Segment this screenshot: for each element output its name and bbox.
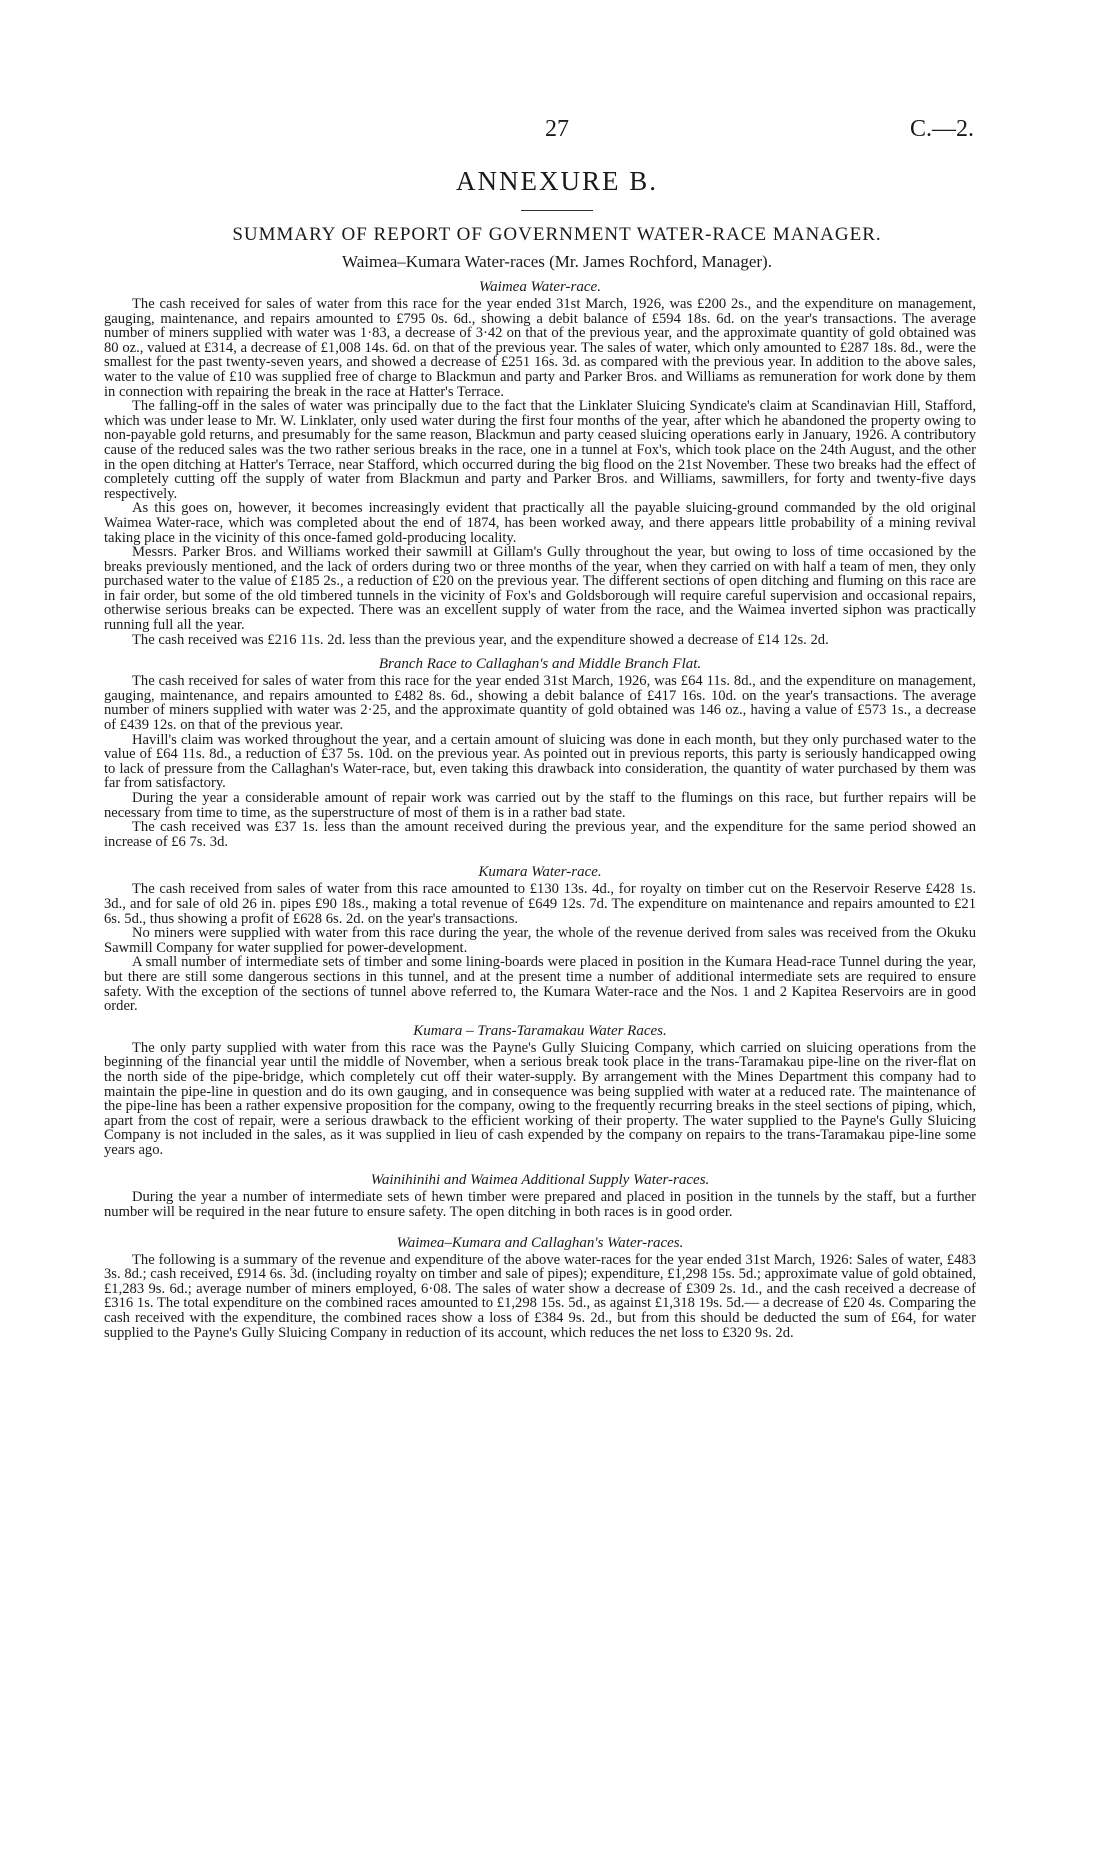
paragraph: The cash received was £37 1s. less than the amount received during the previous year, and the expenditure for the same period showed an increase of £6 7s. 3d.: [104, 819, 976, 850]
paragraph: The only party supplied with water from this race was the Payne's Gully Sluicing Company, which carried on sluicing operations from the beginning of the financial year until the middle of November, when a serious break took place in the trans-Taramakau pipe-line on the river-flat on the north side of the pipe-bridge, which completely cut off their water-supply. By arrangement with the Mines Department this company had to maintain the pipe-line in question and do its own gauging, and in consequence was being supplied with water at a reduced rate. The maintenance of the pipe-line has been a rather expensive proposition for the company, owing to the frequently recurring breaks in the steel sections of piping, which, apart from the cost of repair, were a serious drawback to the efficient working of their property. The water supplied to the Payne's Gully Sluicing Company is not included in the sales, as it was supplied in lieu of cash expended by the company on repairs to the trans-Taramakau pipe-line some years ago.: [104, 1039, 976, 1158]
section-kumara-trans-taramakau: [104, 1022, 976, 1158]
section-heading: Waimea Water-race.: [479, 279, 601, 295]
paragraph: During the year a number of intermediate sets of hewn timber were prepared and placed in position in the tunnels by the staff, but a further number will be required in the near future to ensure safety. The open ditching in both races is in good order.: [104, 1189, 976, 1221]
section-heading: Branch Race to Callaghan's and Middle Branch Flat.: [378, 656, 702, 673]
paragraph: The cash received for sales of water from this race for the year ended 31st March, 1926, was £200 2s., and the expenditure on management, gauging, maintenance, and repairs amounted to £795 0s. 6d., showing a debit balance of £594 18s. 6d. on the year's transactions. The average number of miners supplied with water was 1·83, a decrease of 3·42 on that of the previous year, and the approximate quantity of gold obtained was 80 oz., valued at £314, a decrease of £1,008 14s. 6d. on that of the previous year. The sales of water, which only amounted to £287 18s. 8d., were the smallest for the past twenty-seven years, and showed a decrease of £251 16s. 3d. as compared with the previous year. In addition to the above sales, water to the value of £10 was supplied free of charge to Blackmun and party and Parker Bros. and Williams as remuneration for work done by them in connection with repairing the break in the race at Hatter's Terrace.: [104, 296, 976, 400]
section-heading: Kumara Water-race.: [478, 864, 602, 881]
page-number: 27: [545, 116, 569, 142]
section-branch-race: [104, 655, 976, 849]
paragraph: During the year a considerable amount of repair work was carried out by the staff to the flumings on this race, but further repairs will be necessary from time to time, as the superstructure of most of them is in a rather bad state.: [104, 790, 976, 821]
section-kumara-water-race: [104, 863, 976, 1013]
report-body: [104, 276, 976, 1340]
paragraph: Havill's claim was worked throughout the year, and a certain amount of sluicing was done in each month, but they only purchased water to the value of £64 11s. 8d., a reduction of £37 5s. 10d. on the previous year. As pointed out in previous reports, this party is seriously handicapped owing to lack of pressure from the Callaghan's Water-race, but, even taking this drawback into consideration, the quantity of water purchased by them was far from satisfactory.: [104, 731, 976, 792]
report-subtitle: Waimea–Kumara Water-races (Mr. James Rochford, Manager).: [342, 252, 772, 271]
section-combined-summary: [104, 1234, 976, 1341]
paragraph: The falling-off in the sales of water was principally due to the fact that the Linklater Sluicing Syndicate's claim at Scandinavian Hill, Stafford, which was under lease to Mr. W. Linklater, only used water during the first four months of the year, after which he abandoned the property owing to non-payable gold returns, and presumably for the same reason, Blackmun and party ceased sluicing operations early in January, 1926. A contributory cause of the reduced sales was the two rather serious breaks in the race, one in a tunnel at Fox's, which took place on the 24th August, and the other in the open ditching at Hatter's Terrace, near Stafford, which occurred during the big flood on the 21st November. These two breaks had the effect of completely cutting off the supply of water from Blackmun and party and Parker Bros. and Williams, sawmillers, for forty and twenty-five days respectively.: [104, 398, 976, 502]
paragraph: The cash received for sales of water from this race for the year ended 31st March, 1926, was £64 11s. 8d., and the expenditure on management, gauging, maintenance, and repairs amounted to £482 8s. 6d., showing a debit balance of £417 16s. 10d. on the year's transactions. The average number of miners supplied with water was 2·25, and the approximate quantity of gold obtained was 146 oz., having a value of £573 1s., a decrease of £439 12s. on that of the previous year.: [104, 673, 976, 734]
section-heading: Kumara – Trans-Taramakau Water Races.: [413, 1022, 667, 1039]
paragraph: As this goes on, however, it becomes increasingly evident that practically all the payable sluicing-ground commanded by the old original Waimea Water-race, which was completed about the end of 1874, has been worked away, and there appears little probability of a mining revival taking place in the vicinity of this once-famed gold-producing locality.: [104, 500, 976, 546]
annexure-title: ANNEXURE B.: [456, 166, 658, 196]
paragraph: No miners were supplied with water from this race during the year, the whole of the revenue derived from sales was received from the Okuku Sawmill Company for water supplied for power-development.: [104, 925, 976, 956]
title-divider: [521, 210, 593, 211]
paragraph: A small number of intermediate sets of timber and some lining-boards were placed in position in the Kumara Head-race Tunnel during the year, but there are still some dangerous sections in this tunnel, and at the present time a number of additional intermediate sets are required to ensure safety. With the exception of the sections of tunnel above referred to, the Kumara Water-race and the Nos. 1 and 2 Kapitea Reservoirs are in good order.: [104, 954, 976, 1015]
paragraph: The cash received from sales of water from this race amounted to £130 13s. 4d., for royalty on timber cut on the Reservoir Reserve £428 1s. 3d., and for sale of old 26 in. pipes £90 18s., making a total revenue of £649 12s. 7d. The expenditure on maintenance and repairs amounted to £21 6s. 5d., thus showing a profit of £628 6s. 2d. on the year's transactions.: [104, 881, 976, 927]
section-wainihinihi-waimea: [104, 1171, 976, 1219]
summary-title: SUMMARY OF REPORT OF GOVERNMENT WATER-RACE MANAGER.: [232, 224, 882, 245]
paragraph: Messrs. Parker Bros. and Williams worked their sawmill at Gillam's Gully throughout the year, but owing to loss of time occasioned by the breaks previously mentioned, and the lack of orders during two or three months of the year, when they carried on with half a team of men, they only purchased water to the value of £185 2s., a reduction of £20 on the previous year. The different sections of open ditching and fluming on this race are in fair order, but some of the old timbered tunnels in the vicinity of Fox's and Goldsborough will require careful supervision and occasional repairs, otherwise serious breaks can be expected. There was an excellent supply of water from the race, and the Waimea inverted siphon was practically running full all the year.: [104, 544, 976, 634]
report-reference: C.—2.: [909, 116, 974, 142]
paragraph: The following is a summary of the revenue and expenditure of the above water-races for the year ended 31st March, 1926: Sales of water, £483 3s. 8d.; cash received, £914 6s. 3d. (including royalty on timber and sale of pipes); expenditure, £1,298 15s. 5d.; approximate value of gold obtained, £1,283 9s. 6d.; average number of miners employed, 6·08. The sales of water show a decrease of £309 2s. 1d., and the cash received a decrease of £316 1s. The total expenditure on the combined races amounted to £1,298 15s. 5d., as against £1,318 19s. 5d.— a decrease of £20 4s. Comparing the cash received with the expenditure, the combined races show a loss of £384 9s. 2d., but from this should be deducted the sum of £64, for water supplied to the Payne's Gully Sluicing Company in reduction of its account, which reduces the net loss to £320 9s. 2d.: [104, 1251, 976, 1341]
section-heading: Wainihinihi and Waimea Additional Supply Water-races.: [370, 1172, 710, 1189]
paragraph: The cash received was £216 11s. 2d. less than the previous year, and the expenditure showed a decrease of £14 12s. 2d.: [132, 631, 829, 648]
section-heading: Waimea–Kumara and Callaghan's Water-races.: [396, 1234, 684, 1251]
section-waimea-water-race: [104, 278, 976, 647]
